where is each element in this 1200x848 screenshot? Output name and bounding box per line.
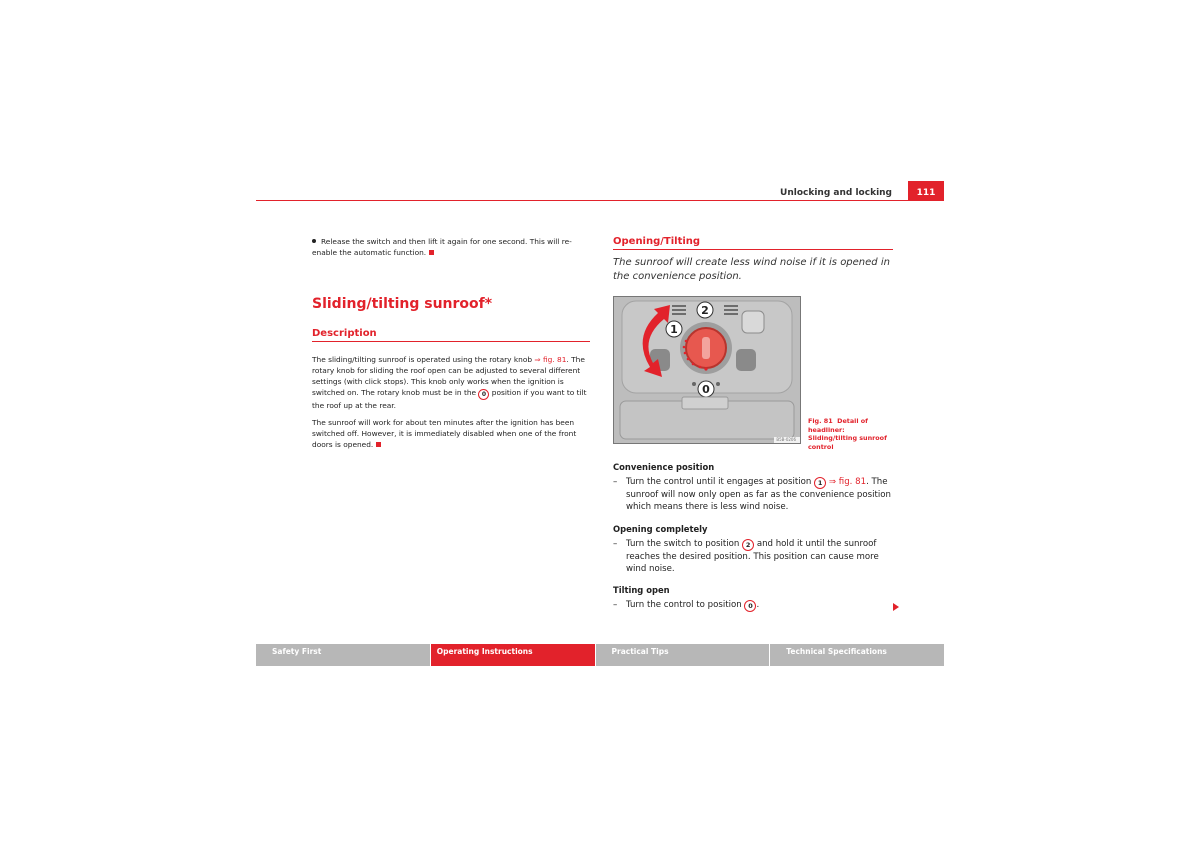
tilting-step: – Turn the control to position 0 . bbox=[613, 600, 760, 611]
convenience-position-heading: Convenience position bbox=[613, 462, 715, 472]
footer-tab-practical-tips[interactable]: Practical Tips bbox=[596, 644, 770, 666]
left-column bbox=[312, 236, 590, 450]
continue-arrow-icon bbox=[893, 603, 899, 611]
figure-81-image bbox=[613, 296, 801, 444]
fig-81-link[interactable]: ⇒ fig. 81 bbox=[534, 355, 567, 364]
running-header-title: Unlocking and locking bbox=[780, 188, 892, 198]
lead-paragraph: The sunroof will create less wind noise if it is opened in the convenience position. bbox=[613, 257, 890, 282]
bullet-icon bbox=[312, 239, 316, 243]
right-column-procedures bbox=[613, 462, 893, 612]
header-rule bbox=[256, 200, 944, 201]
callout-1: 1 bbox=[670, 323, 678, 336]
footer-tab-technical-specifications[interactable]: Technical Specifications bbox=[770, 644, 944, 666]
section-heading: Sliding/tilting sunroof* bbox=[312, 296, 493, 312]
headliner-illustration bbox=[614, 297, 800, 443]
opening-step: – Turn the switch to position 2 and hold it until the sunroof reaches the desired position. This position can cause more wind noise. bbox=[613, 538, 879, 574]
figure-code: B5B-0206 bbox=[776, 437, 796, 442]
page-number-badge: 111 bbox=[908, 181, 944, 201]
section-end-icon bbox=[376, 442, 381, 447]
right-column-top bbox=[613, 236, 893, 283]
position-2-marker: 2 bbox=[742, 539, 754, 551]
description-paragraph-2: The sunroof will work for about ten minutes after the ignition has been switched off. However, it is immediately disabled when one of the front doors is opened. bbox=[312, 418, 577, 449]
description-heading: Description bbox=[312, 328, 590, 342]
footer-tab-operating-instructions[interactable]: Operating Instructions bbox=[431, 644, 595, 666]
figure-caption: Fig. 81 Detail of headliner: Sliding/tilting sunroof control bbox=[808, 417, 887, 451]
opening-tilting-heading: Opening/Tilting bbox=[613, 236, 893, 250]
footer-nav bbox=[256, 644, 944, 666]
convenience-step: – Turn the control until it engages at position 1 ⇒ fig. 81. The sunroof will now only open as far as the convenience position which means there is less wind noise. bbox=[613, 477, 891, 513]
position-0-marker: 0 bbox=[744, 600, 756, 612]
opening-completely-heading: Opening completely bbox=[613, 523, 708, 534]
footer-tab-safety-first[interactable]: Safety First bbox=[256, 644, 430, 666]
callout-2: 2 bbox=[701, 304, 709, 317]
callout-0: 0 bbox=[702, 383, 710, 396]
description-paragraph-1: The sliding/tilting sunroof is operated using the rotary knob ⇒ fig. 81. The rotary knob for sliding the roof open can be adjusted to several different settings (with click stops). This knob only works when the ignition is switched on. The rotary knob must be in the 0 position if you want to tilt the roof up at the rear. bbox=[312, 355, 587, 410]
position-1-marker: 1 bbox=[814, 477, 826, 489]
tilting-open-heading: Tilting open bbox=[613, 585, 670, 596]
position-0-marker: 0 bbox=[478, 389, 489, 400]
bullet-paragraph: Release the switch and then lift it again for one second. This will re-enable the automatic function. bbox=[312, 237, 572, 257]
section-end-icon bbox=[429, 250, 434, 255]
fig-81-link[interactable]: ⇒ fig. 81 bbox=[828, 477, 867, 487]
